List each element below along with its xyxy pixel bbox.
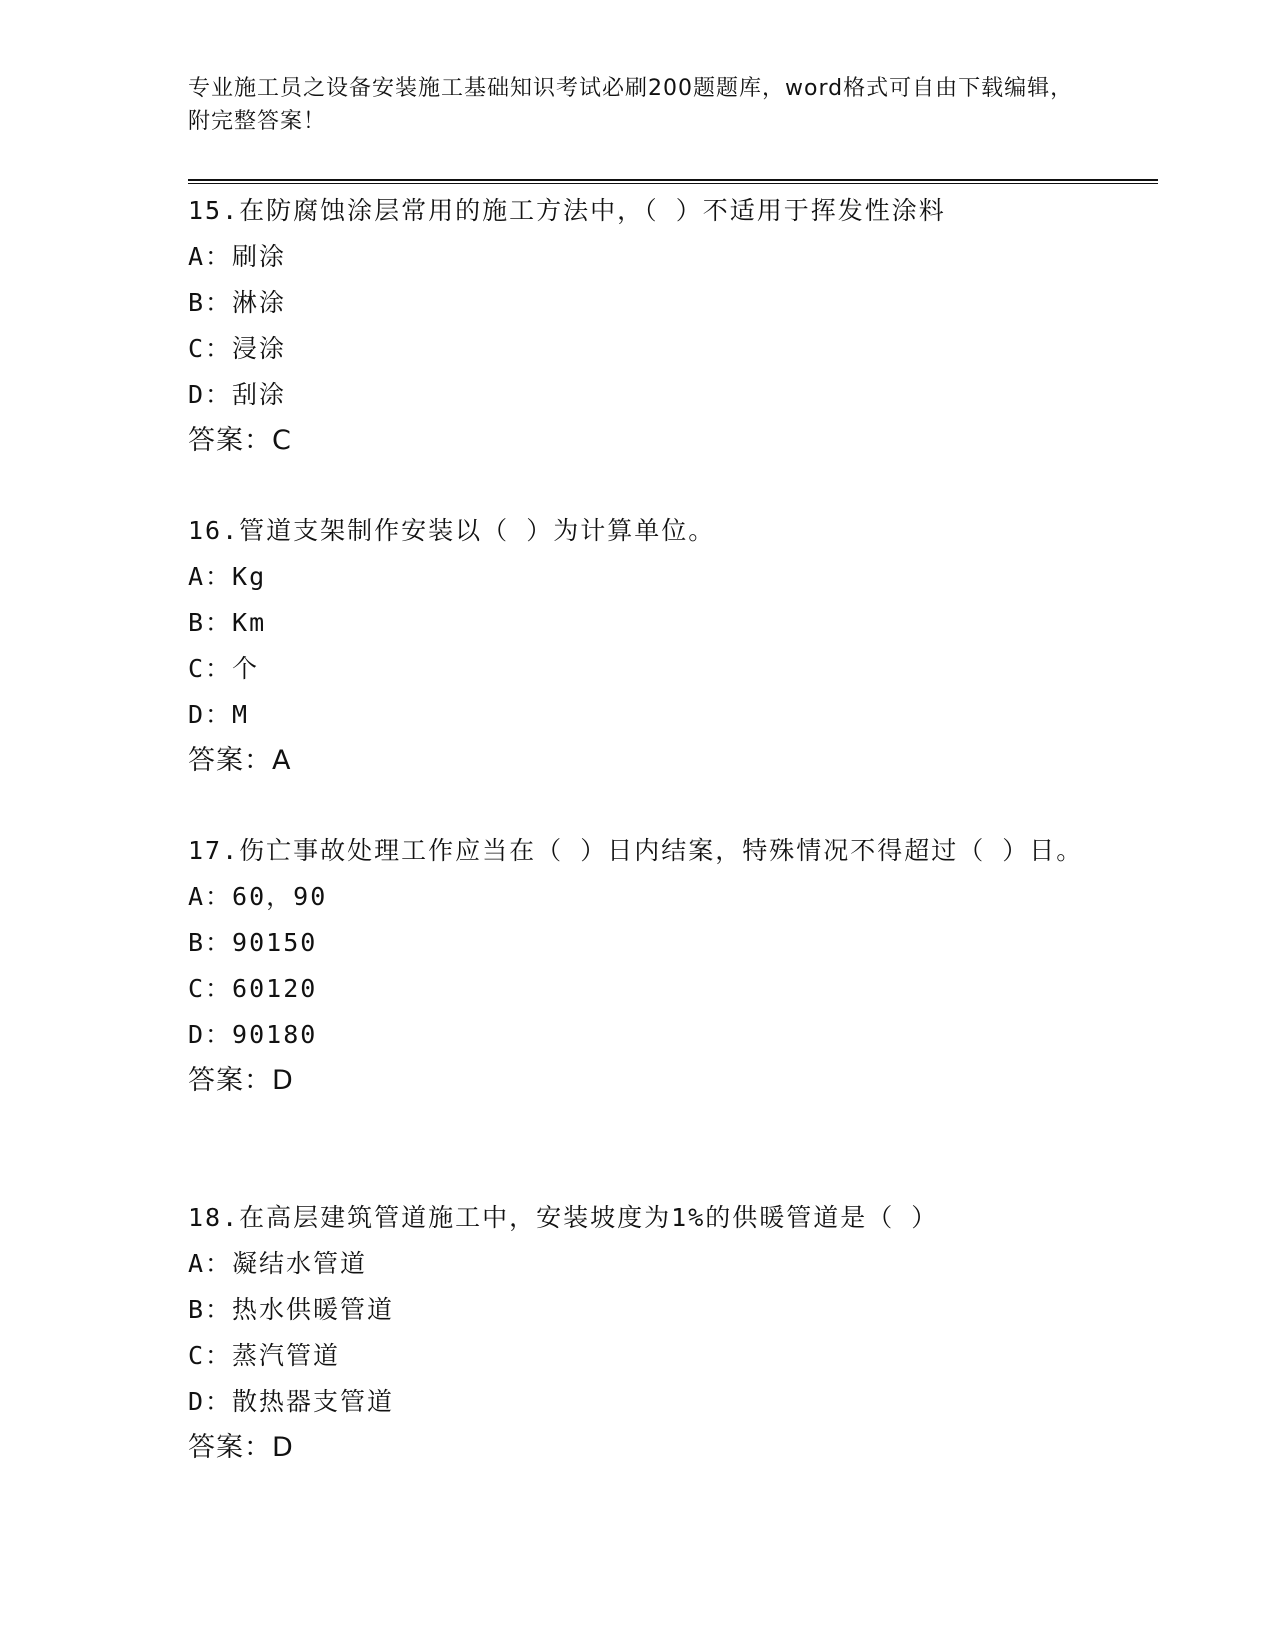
option-b: B：热水供暖管道 (188, 1295, 395, 1324)
option-b: B：90150 (188, 928, 318, 957)
question-15 (188, 188, 1088, 464)
answer-line: 答案：D (188, 1432, 294, 1463)
option-b: B：Km (188, 608, 267, 637)
option-c: C：浸涂 (188, 334, 287, 363)
question-stem: 18.在高层建筑管道施工中，安装坡度为1%的供暖管道是（ ） (188, 1203, 939, 1232)
option-a: A：刷涂 (188, 242, 287, 271)
option-d: D：刮涂 (188, 380, 287, 409)
answer-line: 答案：A (188, 745, 292, 776)
option-a: A：60，90 (188, 882, 328, 911)
option-c: C：个 (188, 654, 260, 683)
option-a: A：Kg (188, 562, 267, 591)
option-a: A：凝结水管道 (188, 1249, 368, 1278)
answer-line: 答案：C (188, 425, 292, 456)
question-stem: 15.在防腐蚀涂层常用的施工方法中，（ ）不适用于挥发性涂料 (188, 196, 946, 225)
option-c: C：蒸汽管道 (188, 1341, 341, 1370)
option-d: D：M (188, 700, 250, 729)
question-18 (188, 1195, 1088, 1471)
header-divider-thick (188, 179, 1158, 181)
question-17 (188, 828, 1088, 1104)
question-16 (188, 508, 1088, 784)
answer-line: 答案：D (188, 1065, 294, 1096)
question-stem: 16.管道支架制作安装以（ ）为计算单位。 (188, 516, 716, 545)
option-b: B：淋涂 (188, 288, 287, 317)
option-d: D：散热器支管道 (188, 1387, 395, 1416)
option-c: C：60120 (188, 974, 318, 1003)
document-header: 专业施工员之设备安装施工基础知识考试必刷200题题库，word格式可自由下载编辑，附完整答案！ (188, 76, 1074, 134)
question-stem: 17.伤亡事故处理工作应当在（ ）日内结案，特殊情况不得超过（ ）日。 (188, 836, 1084, 865)
option-d: D：90180 (188, 1020, 318, 1049)
header-divider-thin (188, 183, 1158, 184)
